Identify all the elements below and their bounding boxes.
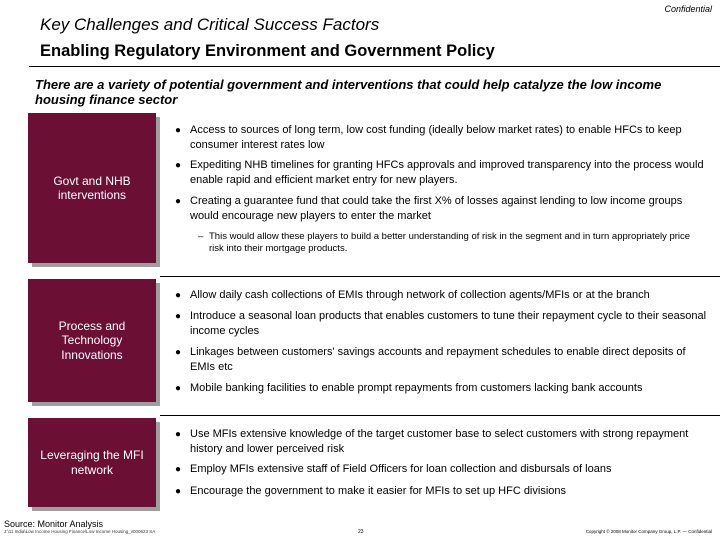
bullet-text: Linkages between customers' savings accounts and repayment schedules to enable direct deposits of EMIs etc (190, 346, 686, 373)
page-subtitle: Enabling Regulatory Environment and Government Policy (40, 42, 495, 60)
bullet-icon: ● (175, 196, 182, 207)
bullet-text: Expediting NHB timelines for granting HFCs approvals and improved transparency into the process would enable rapid and efficient market entry for new players. (190, 159, 704, 186)
bullet-icon: ● (175, 383, 182, 394)
bullet-item (172, 288, 707, 303)
confidential-label: Confidential (664, 4, 712, 14)
bullet-icon: ● (175, 160, 182, 171)
bullet-item (172, 345, 707, 375)
bullet-icon: ● (175, 311, 182, 322)
section-label: Leveraging the MFI network (40, 448, 144, 477)
section-box-govt (28, 113, 156, 263)
bullet-icon: ● (175, 347, 182, 358)
intro-text: There are a variety of potential government and interventions that could help catalyze the low income housing finance sector (35, 77, 662, 107)
bullet-item (172, 381, 707, 396)
bullet-icon: ● (175, 486, 182, 497)
bullet-text: Allow daily cash collections of EMIs through network of collection agents/MFIs or at the branch (190, 289, 650, 301)
section-separator (160, 276, 720, 277)
footer-page-number: 23 (358, 529, 364, 535)
bullet-item (172, 123, 707, 153)
bullet-item (172, 462, 707, 477)
bullet-item (172, 484, 707, 499)
bullet-text: Use MFIs extensive knowledge of the target customer base to select customers with strong repayment history and lower perceived risk (190, 428, 689, 455)
bullet-icon: ● (175, 125, 182, 136)
bullet-text: Employ MFIs extensive staff of Field Officers for loan collection and disbursals of loans (190, 463, 612, 475)
section-label: Govt and NHB interventions (53, 173, 131, 202)
bullet-text: Encourage the government to make it easier for MFIs to set up HFC divisions (190, 485, 566, 497)
bullet-item (172, 427, 707, 457)
bullet-item (172, 194, 707, 224)
section-label: Process and Technology Innovations (58, 318, 126, 362)
bullet-text: Mobile banking facilities to enable prompt repayments from customers lacking bank accounts (190, 382, 643, 394)
footer-source: Source: Monitor Analysis (4, 519, 104, 529)
bullet-item (172, 309, 707, 339)
footer-copyright: Copyright © 2008 Monitor Company Group, L.P. — Confidential (585, 529, 712, 534)
bullet-icon: ● (175, 464, 182, 475)
footer-file-path: J:\11 India\Low Income Housing Finance\Low Income Housing_v000623 SA (4, 529, 156, 534)
bullet-text: Access to sources of long term, low cost funding (ideally below market rates) to enable HFCs to keep consumer interest rates low (190, 124, 682, 151)
bullet-icon: ● (175, 429, 182, 440)
bullet-item (172, 158, 707, 188)
sub-bullet-text: This would allow these players to build a better understanding of risk in the segment and in turn appropriately price risk into their mortgage products. (209, 231, 691, 254)
section-box-process (28, 279, 156, 402)
section-box-mfi (28, 418, 156, 507)
page-title: Key Challenges and Critical Success Factors (40, 15, 380, 34)
bullet-icon: ● (175, 290, 182, 301)
sub-bullet-item (184, 231, 699, 255)
bullet-text: Creating a guarantee fund that could take the first X% of losses against lending to low income groups would encourage new players to enter the market (190, 195, 683, 222)
title-divider (29, 66, 720, 67)
section-separator (160, 415, 720, 416)
dash-icon: – (198, 231, 204, 242)
bullet-text: Introduce a seasonal loan products that enables customers to tune their repayment cycle to their seasonal income cycles (190, 310, 707, 337)
